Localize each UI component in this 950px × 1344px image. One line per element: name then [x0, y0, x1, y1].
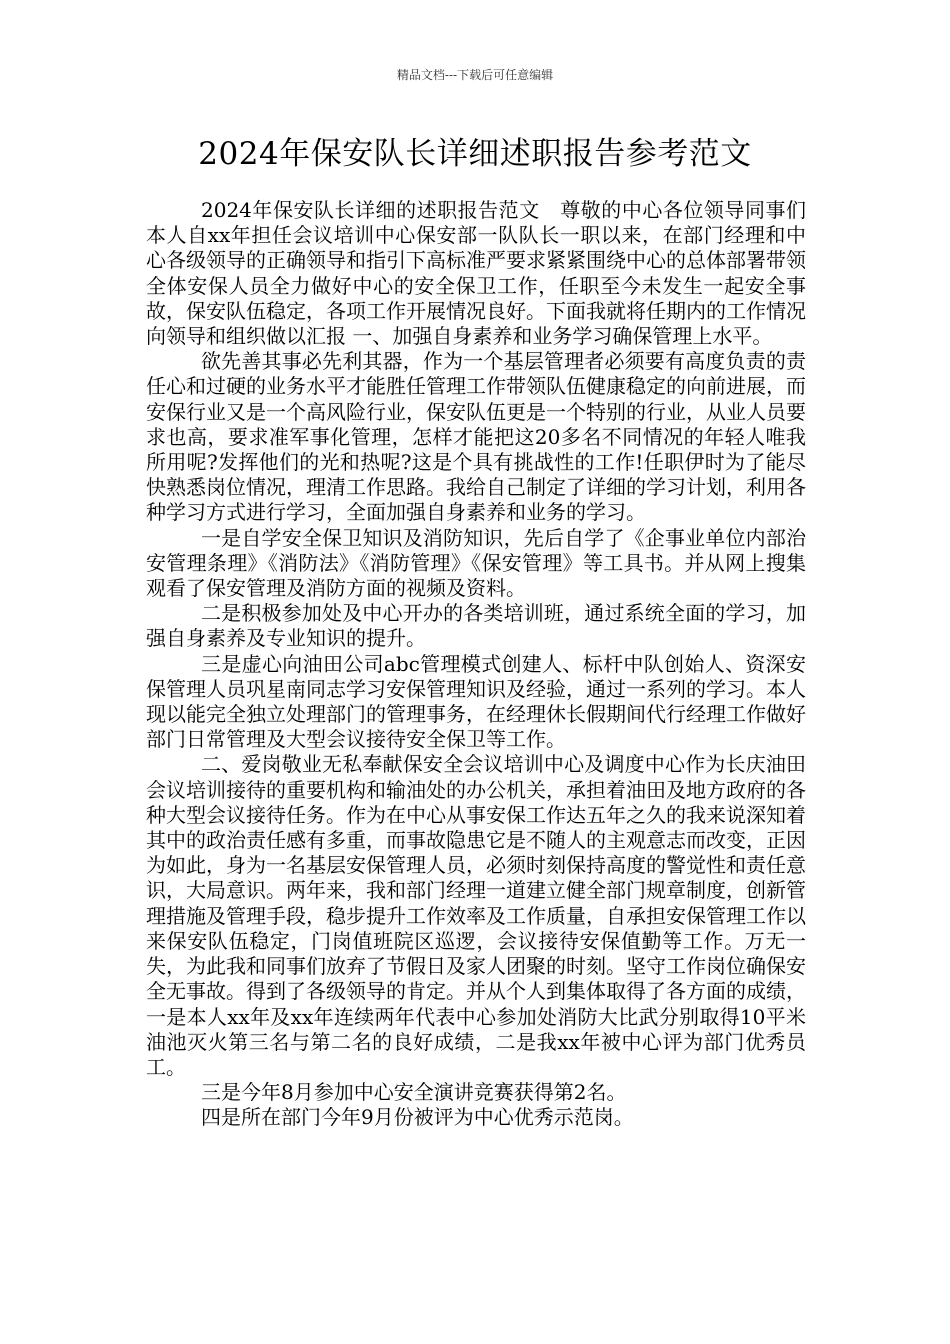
paragraph-model-post: 四是所在部门今年9月份被评为中心优秀示范岗。 [201, 1105, 634, 1130]
paragraph-self-study: 一是自学安全保卫知识及消防知识，先后自学了《企事业单位内部治安管理条理》《消防法》《消防管理》《保安管理》等工具书。并从网上搜集观看了保安管理及消防方面的视频及资料。 [146, 525, 806, 601]
paragraph-training: 二是积极参加处及中心开办的各类培训班，通过系统全面的学习，加强自身素养及专业知识的提升。 [146, 601, 806, 651]
paragraph-speech-contest: 三是今年8月参加中心安全演讲竞赛获得第2名。 [201, 1080, 627, 1105]
header-note: 精品文档---下载后可任意编辑 [396, 68, 554, 82]
paragraph-learning: 欲先善其事必先利其器，作为一个基层管理者必须要有高度负责的责任心和过硬的业务水平才能胜任管理工作带领队伍健康稳定的向前进展，而安保行业又是一个高风险行业，保安队伍更是一个特别的行业，从业人员要求也高，要求准军事化管理，怎样才能把这20多名不同情况的年轻人唯我所用呢?发挥他们的光和热呢?这是个具有挑战性的工作!任职伊时为了能尽快熟悉岗位情况，理清工作思路。我给自己制定了详细的学习计划，利用各种学习方式进行学习，全面加强自身素养和业务的学习。 [146, 349, 806, 525]
paragraph-intro: 2024年保安队长详细的述职报告范文 尊敬的中心各位领导同事们本人自xx年担任会议培训中心保安部一队队长一职以来，在部门经理和中心各级领导的正确领导和指引下高标准严要求紧紧围绕中心的总体部署带领全体安保人员全力做好中心的安全保卫工作，任职至今未发生一起安全事故，保安队伍稳定，各项工作开展情况良好。下面我就将任期内的工作情况向领导和组织做以汇报 一、加强自身素养和业务学习确保管理上水平。 [146, 198, 806, 349]
paragraph-mentor: 三是虚心向油田公司abc管理模式创建人、标杆中队创始人、资深安保管理人员巩星南同志学习安保管理知识及经验，通过一系列的学习。本人现以能完全独立处理部门的管理事务，在经理休长假期间代行经理工作做好部门日常管理及大型会议接待安全保卫等工作。 [146, 651, 806, 752]
document-title: 2024年保安队长详细述职报告参考范文 [198, 136, 752, 172]
paragraph-dedication: 二、爱岗敬业无私奉献保安全会议培训中心及调度中心作为长庆油田会议培训接待的重要机构和输油处的办公机关，承担着油田及地方政府的各种大型会议接待任务。作为在中心从事安保工作达五年之久的我来说深知着其中的政治责任感有多重，而事故隐患它是不随人的主观意志而改变，正因为如此，身为一名基层安保管理人员，必须时刻保持高度的警觉性和责任意识，大局意识。两年来，我和部门经理一道建立健全部门规章制度，创新管理措施及管理手段，稳步提升工作效率及工作质量，自承担安保管理工作以来保安队伍稳定，门岗值班院区巡逻，会议接待安保值勤等工作。万无一失，为此我和同事们放弃了节假日及家人团聚的时刻。坚守工作岗位确保安全无事故。得到了各级领导的肯定。并从个人到集体取得了各方面的成绩， 一是本人xx年及xx年连续两年代表中心参加处消防大比武分别取得10平米油池灭火第三名与第二名的良好成绩，二是我xx年被中心评为部门优秀员工。 [146, 752, 806, 1079]
document-body [146, 198, 806, 1131]
